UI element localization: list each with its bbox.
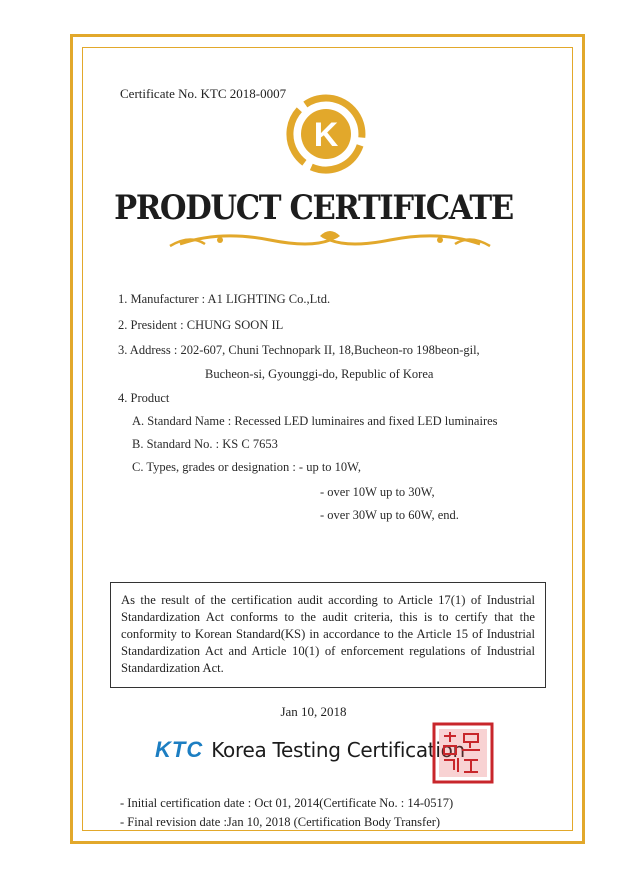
types-field-line2: - over 10W up to 30W, <box>320 485 435 499</box>
issuer-block <box>155 735 465 765</box>
page-title: PRODUCT CERTIFICATE <box>114 188 513 228</box>
product-heading: 4. Product <box>118 391 170 405</box>
ktc-logo-icon: KTC <box>155 737 204 762</box>
issue-date: Jan 10, 2018 <box>280 704 347 719</box>
ks-logo-icon <box>286 94 366 174</box>
address-field-line2: Bucheon-si, Gyounggi-do, Republic of Korea <box>205 367 434 381</box>
logo-letter: K <box>313 116 339 154</box>
initial-certification-date: - Initial certification date : Oct 01, 2014(Certificate No. : 14-0517) <box>120 796 454 810</box>
standard-no-field: B. Standard No. : KS C 7653 <box>132 437 278 451</box>
president-field: 2. President : CHUNG SOON IL <box>118 318 284 332</box>
types-field-line1: C. Types, grades or designation : - up to 10W, <box>132 460 361 474</box>
certificate-number: Certificate No. KTC 2018-0007 <box>120 86 287 101</box>
address-field-line1: 3. Address : 202-607, Chuni Technopark II, 18,Bucheon-ro 198beon-gil, <box>118 343 480 357</box>
ornament-divider-icon <box>160 226 500 256</box>
certification-statement: As the result of the certification audit according to Article 17(1) of Industrial Standardization Act conforms to the audit criteria, this is to certify that the conformity to Korean Standard(KS) in accordance to the Article 15 of Industrial Standardization Act and Article 10(1) of enforcement regulations of Industrial Standardization Act. <box>110 582 546 688</box>
official-seal-icon <box>432 722 494 784</box>
types-field-line3: - over 30W up to 60W, end. <box>320 508 459 522</box>
standard-name-field: A. Standard Name : Recessed LED luminaires and fixed LED luminaires <box>132 414 498 428</box>
manufacturer-field: 1. Manufacturer : A1 LIGHTING Co.,Ltd. <box>118 292 331 306</box>
issuer-name: Korea Testing Certification <box>211 738 465 762</box>
final-revision-date: - Final revision date :Jan 10, 2018 (Certification Body Transfer) <box>120 815 441 829</box>
